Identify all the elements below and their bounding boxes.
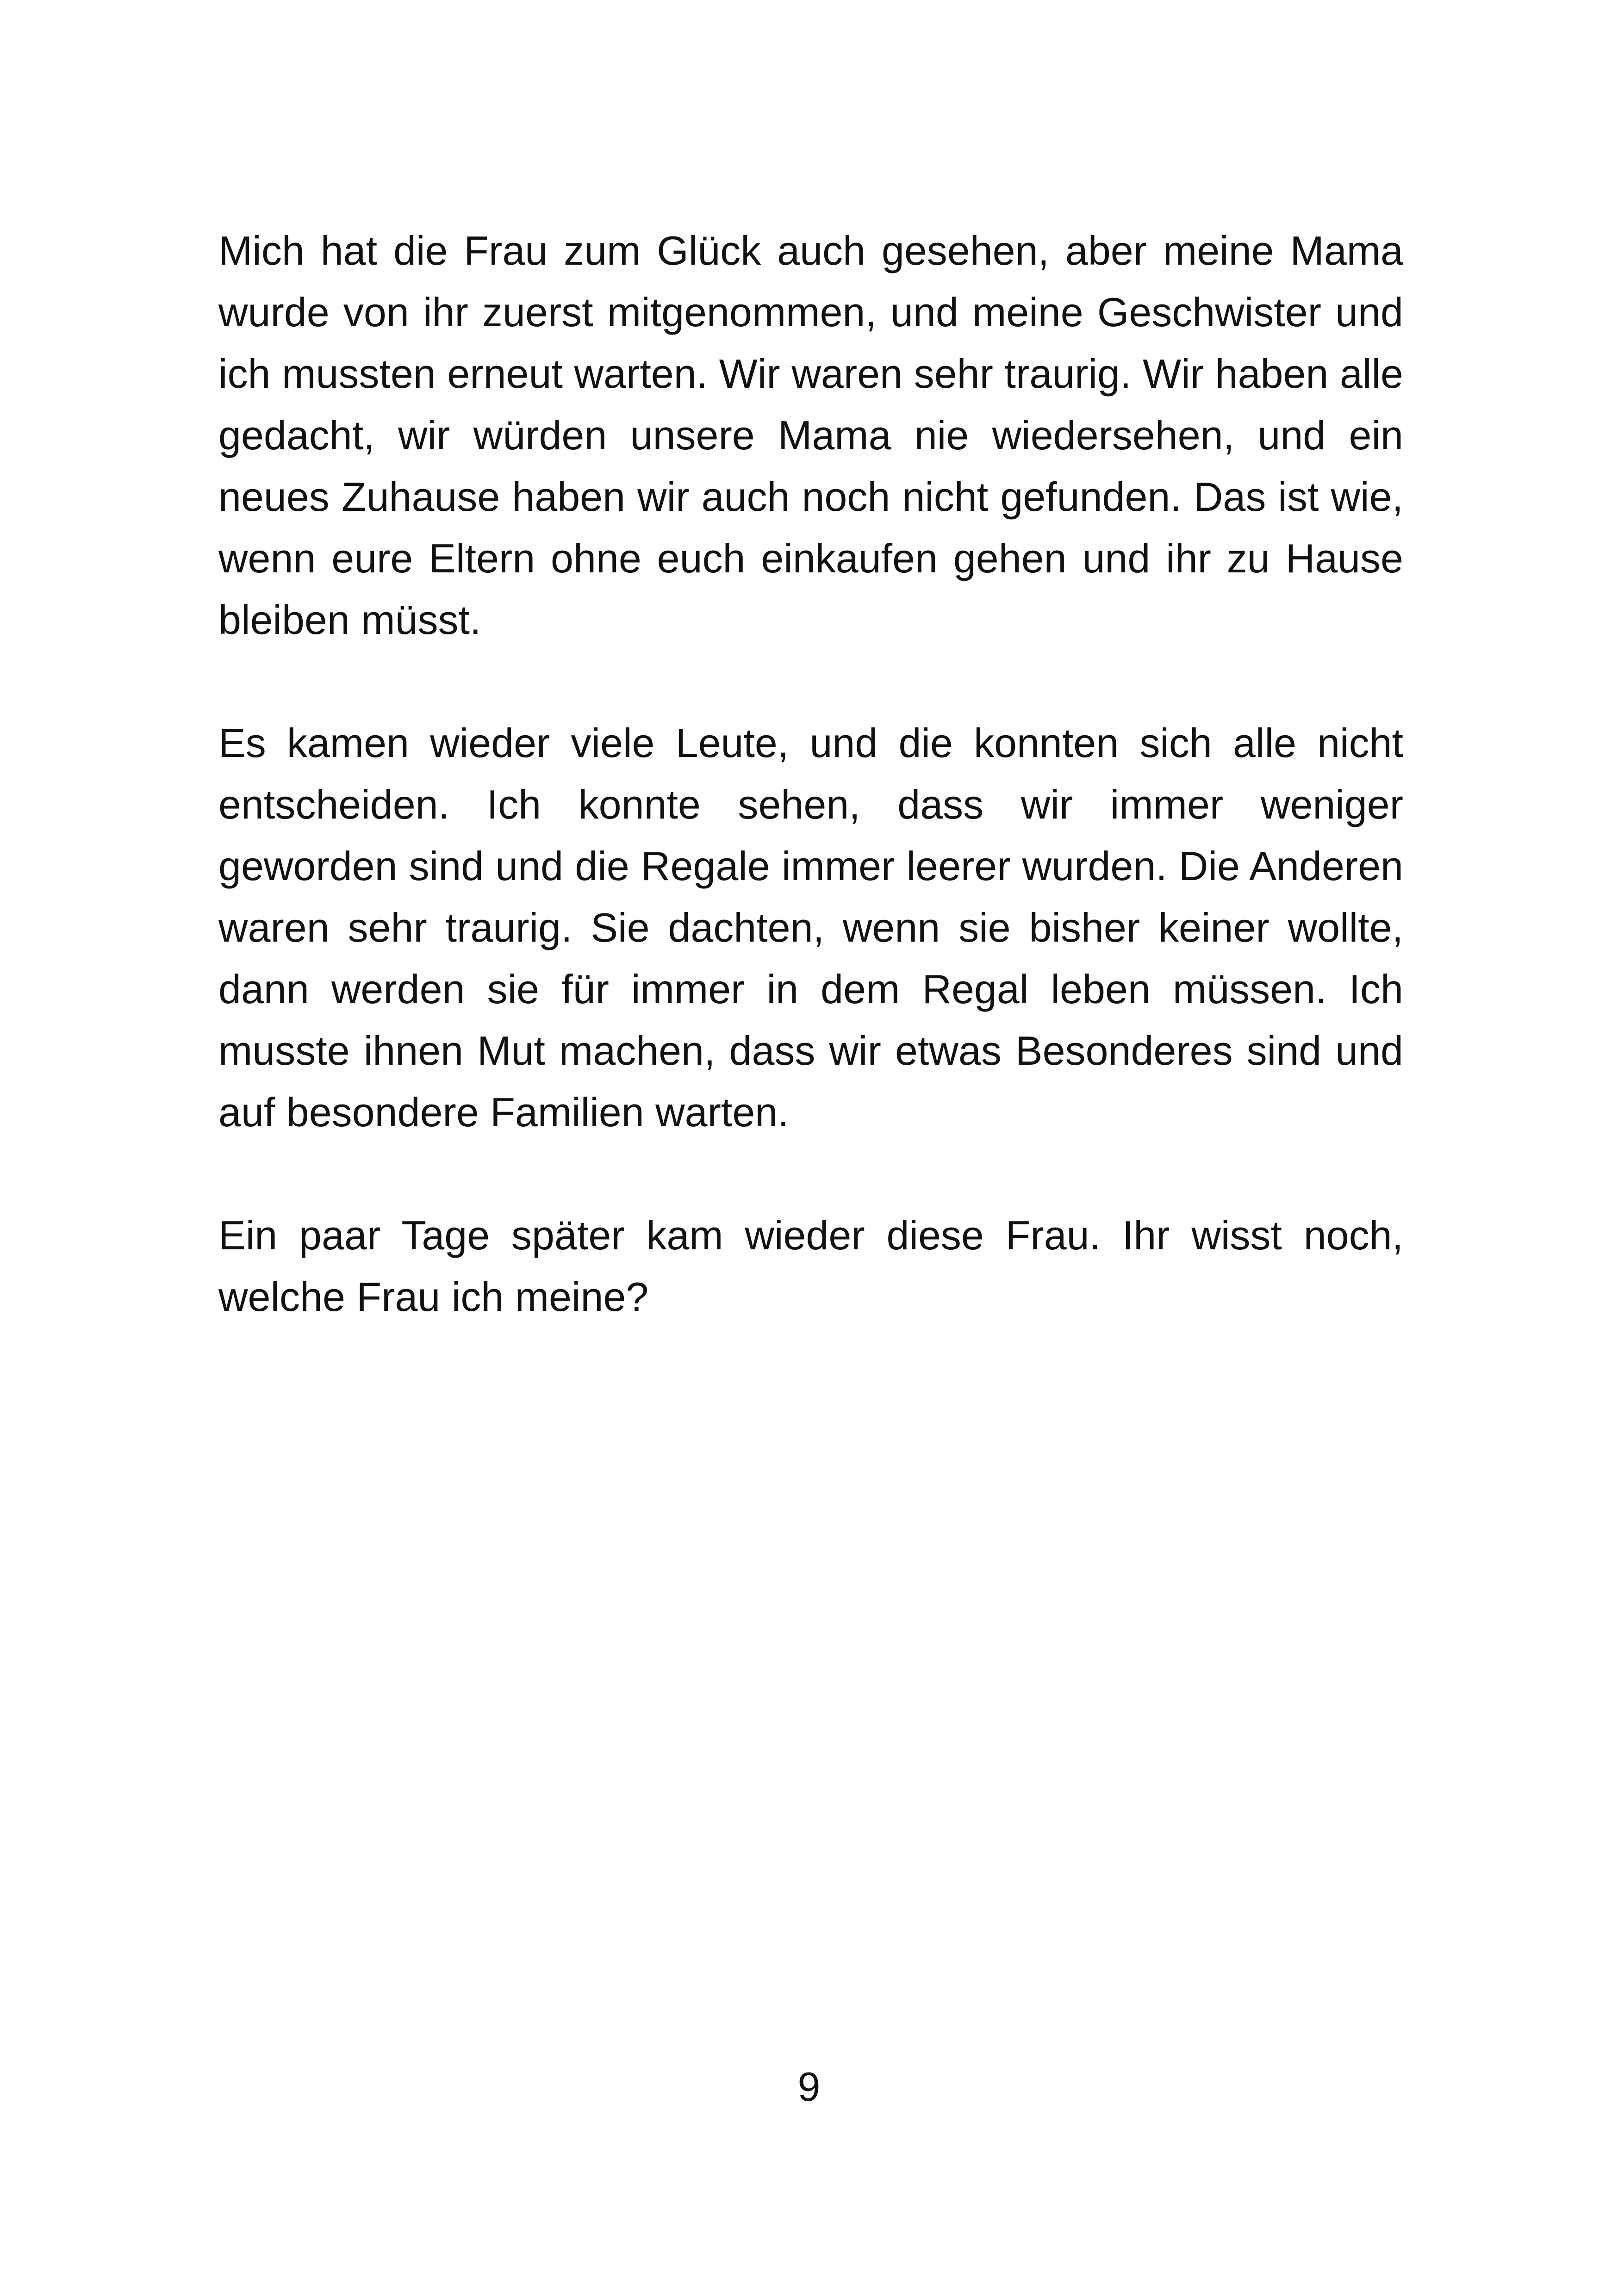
body-text	[218, 220, 1403, 1328]
paragraph-2: Es kamen wieder viele Leute, und die konnten sich alle nicht entscheiden. Ich konnte sehen, dass wir immer weniger geworden sind und die Regale immer leerer wurden. Die Anderen waren sehr traurig. Sie dachten, wenn sie bisher keiner wollte, dann werden sie für immer in dem Regal leben müssen. Ich musste ihnen Mut machen, dass wir etwas Besonderes sind und auf besondere Familien warten.	[218, 720, 1403, 1135]
paragraph-3: Ein paar Tage später kam wieder diese Frau. Ihr wisst noch, welche Frau ich meine?	[218, 1212, 1403, 1320]
page-number: 9	[797, 2064, 821, 2110]
paragraph-1: Mich hat die Frau zum Glück auch gesehen, aber meine Mama wurde von ihr zuerst mitgenommen, und meine Geschwister und ich mussten erneut warten. Wir waren sehr traurig. Wir haben alle gedacht, wir würden unsere Mama nie wiedersehen, und ein neues Zuhause haben wir auch noch nicht gefunden. Das ist wie, wenn eure Eltern ohne euch einkaufen gehen und ihr zu Hause bleiben müsst.	[218, 228, 1403, 643]
